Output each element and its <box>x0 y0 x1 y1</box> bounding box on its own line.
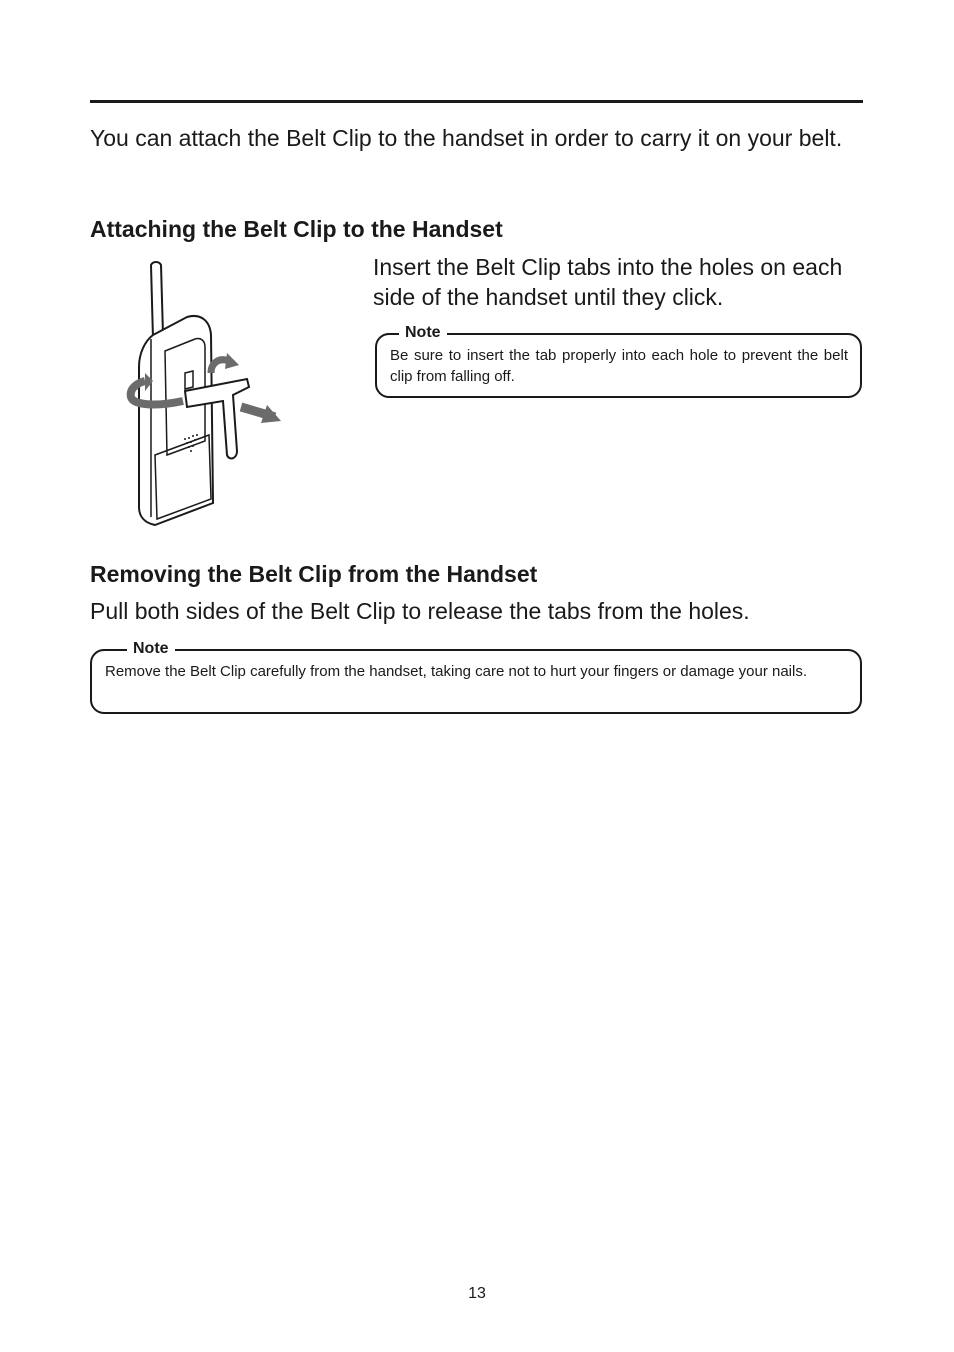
heading-removing-belt-clip: Removing the Belt Clip from the Handset <box>90 561 538 587</box>
note-text: Remove the Belt Clip carefully from the handset, taking care not to hurt your fingers or damage your nails. <box>105 663 808 680</box>
handset-belt-clip-illustration <box>115 255 295 535</box>
note-box-attach <box>375 324 862 398</box>
note-text: Be sure to insert the tab properly into each hole to prevent the belt clip from falling off. <box>390 347 848 385</box>
remove-instruction: Pull both sides of the Belt Clip to release the tabs from the holes. <box>90 598 750 624</box>
note-label: Note <box>127 640 175 658</box>
top-rule <box>90 100 863 103</box>
attach-instruction: Insert the Belt Clip tabs into the holes on each side of the handset until they click. <box>373 254 843 310</box>
intro-paragraph: You can attach the Belt Clip to the handset in order to carry it on your belt. <box>90 125 843 151</box>
page-number: 13 <box>468 1285 486 1302</box>
heading-attaching-belt-clip: Attaching the Belt Clip to the Handset <box>90 216 503 242</box>
note-label: Note <box>399 324 447 342</box>
note-box-remove <box>90 640 862 714</box>
